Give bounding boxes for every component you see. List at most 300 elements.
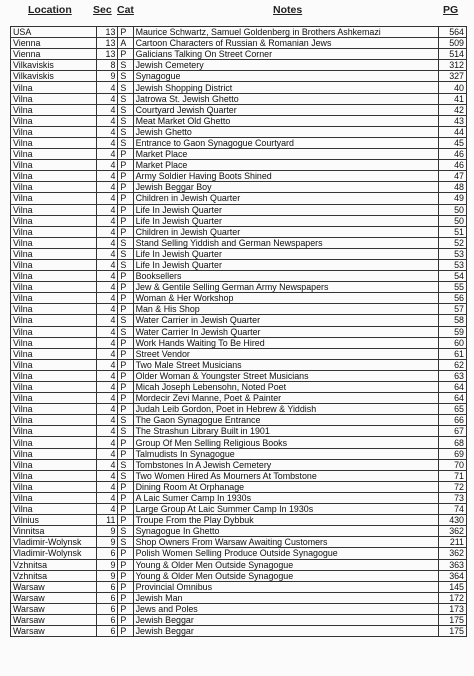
sec-cell: 6 xyxy=(97,603,118,614)
cat-cell: S xyxy=(118,326,133,337)
table-row xyxy=(11,581,467,592)
notes-cell: Water Carrier In Jewish Quarter xyxy=(133,326,438,337)
pg-cell: 53 xyxy=(438,248,466,259)
location-cell: Vilna xyxy=(11,492,97,503)
table-row xyxy=(11,282,467,293)
table-row xyxy=(11,526,467,537)
pg-cell: 52 xyxy=(438,237,466,248)
header-cat: Cat xyxy=(117,4,134,16)
location-cell: Vilna xyxy=(11,315,97,326)
notes-cell: Older Woman & Youngster Street Musicians xyxy=(133,370,438,381)
sec-cell: 4 xyxy=(97,204,118,215)
pg-cell: 312 xyxy=(438,60,466,71)
notes-cell: Galicians Talking On Street Corner xyxy=(133,49,438,60)
table-row xyxy=(11,93,467,104)
sec-cell: 4 xyxy=(97,104,118,115)
location-cell: Vinnitsa xyxy=(11,526,97,537)
location-cell: Vzhnitsa xyxy=(11,559,97,570)
cat-cell: S xyxy=(118,459,133,470)
cat-cell: P xyxy=(118,481,133,492)
notes-cell: Man & His Shop xyxy=(133,304,438,315)
location-cell: Vladimir-Wolynsk xyxy=(11,537,97,548)
pg-cell: 41 xyxy=(438,93,466,104)
sec-cell: 4 xyxy=(97,160,118,171)
pg-cell: 363 xyxy=(438,559,466,570)
location-cell: Vilna xyxy=(11,415,97,426)
pg-cell: 514 xyxy=(438,49,466,60)
location-cell: Vilna xyxy=(11,126,97,137)
location-cell: Vilna xyxy=(11,337,97,348)
notes-cell: Cartoon Characters of Russian & Romanian Jews xyxy=(133,38,438,49)
location-cell: Vilna xyxy=(11,282,97,293)
notes-cell: Large Group At Laic Summer Camp In 1930s xyxy=(133,504,438,515)
pg-cell: 59 xyxy=(438,326,466,337)
location-cell: Warsaw xyxy=(11,581,97,592)
table-row xyxy=(11,182,467,193)
location-cell: Vilna xyxy=(11,359,97,370)
sec-cell: 13 xyxy=(97,49,118,60)
cat-cell: S xyxy=(118,93,133,104)
cat-cell: P xyxy=(118,592,133,603)
sec-cell: 4 xyxy=(97,404,118,415)
pg-cell: 362 xyxy=(438,548,466,559)
cat-cell: P xyxy=(118,215,133,226)
table-row xyxy=(11,237,467,248)
location-cell: Vilna xyxy=(11,193,97,204)
table-row xyxy=(11,570,467,581)
location-cell: Warsaw xyxy=(11,603,97,614)
header-notes: Notes xyxy=(273,4,303,16)
table-row xyxy=(11,60,467,71)
sec-cell: 9 xyxy=(97,559,118,570)
cat-cell: P xyxy=(118,603,133,614)
sec-cell: 4 xyxy=(97,359,118,370)
cat-cell: S xyxy=(118,315,133,326)
notes-cell: Woman & Her Workshop xyxy=(133,293,438,304)
location-cell: Vilna xyxy=(11,437,97,448)
sec-cell: 4 xyxy=(97,226,118,237)
table-row xyxy=(11,537,467,548)
cat-cell: P xyxy=(118,160,133,171)
pg-cell: 211 xyxy=(438,537,466,548)
location-cell: Vilna xyxy=(11,404,97,415)
location-cell: Vilna xyxy=(11,149,97,160)
table-row xyxy=(11,515,467,526)
notes-cell: Children in Jewish Quarter xyxy=(133,193,438,204)
pg-cell: 364 xyxy=(438,570,466,581)
pg-cell: 60 xyxy=(438,337,466,348)
notes-cell: Life In Jewish Quarter xyxy=(133,248,438,259)
notes-cell: Maurice Schwartz, Samuel Goldenberg in Brothers Ashkemazi xyxy=(133,27,438,38)
cat-cell: S xyxy=(118,115,133,126)
sec-cell: 4 xyxy=(97,504,118,515)
table-row xyxy=(11,370,467,381)
sec-cell: 4 xyxy=(97,171,118,182)
cat-cell: P xyxy=(118,171,133,182)
pg-cell: 44 xyxy=(438,126,466,137)
location-cell: Vilna xyxy=(11,293,97,304)
pg-cell: 51 xyxy=(438,226,466,237)
sec-cell: 4 xyxy=(97,93,118,104)
notes-cell: Polish Women Selling Produce Outside Synagogue xyxy=(133,548,438,559)
pg-cell: 66 xyxy=(438,415,466,426)
table-row xyxy=(11,293,467,304)
cat-cell: P xyxy=(118,348,133,359)
location-cell: Vilna xyxy=(11,160,97,171)
cat-cell: P xyxy=(118,570,133,581)
table-row xyxy=(11,215,467,226)
cat-cell: A xyxy=(118,38,133,49)
sec-cell: 4 xyxy=(97,193,118,204)
cat-cell: P xyxy=(118,182,133,193)
table-row xyxy=(11,504,467,515)
pg-cell: 509 xyxy=(438,38,466,49)
sec-cell: 9 xyxy=(97,526,118,537)
notes-cell: Young & Older Men Outside Synagogue xyxy=(133,570,438,581)
pg-cell: 54 xyxy=(438,271,466,282)
location-cell: Vienna xyxy=(11,38,97,49)
pg-cell: 71 xyxy=(438,470,466,481)
table-row xyxy=(11,326,467,337)
notes-cell: Stand Selling Yiddish and German Newspapers xyxy=(133,237,438,248)
sec-cell: 4 xyxy=(97,182,118,193)
cat-cell: S xyxy=(118,259,133,270)
table-row xyxy=(11,603,467,614)
pg-cell: 175 xyxy=(438,626,466,637)
cat-cell: P xyxy=(118,271,133,282)
table-row xyxy=(11,481,467,492)
notes-cell: Jewish Ghetto xyxy=(133,126,438,137)
header-pg: PG xyxy=(443,4,459,16)
cat-cell: P xyxy=(118,204,133,215)
pg-cell: 47 xyxy=(438,171,466,182)
location-cell: Vzhnitsa xyxy=(11,570,97,581)
location-cell: Vilna xyxy=(11,215,97,226)
table-row xyxy=(11,248,467,259)
location-cell: Vilna xyxy=(11,104,97,115)
table-row xyxy=(11,404,467,415)
pg-cell: 145 xyxy=(438,581,466,592)
pg-cell: 65 xyxy=(438,404,466,415)
cat-cell: S xyxy=(118,71,133,82)
cat-cell: P xyxy=(118,393,133,404)
pg-cell: 68 xyxy=(438,437,466,448)
notes-cell: Work Hands Waiting To Be Hired xyxy=(133,337,438,348)
pg-cell: 69 xyxy=(438,448,466,459)
pg-cell: 63 xyxy=(438,370,466,381)
location-cell: Vilkaviskis xyxy=(11,71,97,82)
location-cell: Vilna xyxy=(11,237,97,248)
sec-cell: 4 xyxy=(97,459,118,470)
cat-cell: S xyxy=(118,137,133,148)
table-row xyxy=(11,315,467,326)
sec-cell: 4 xyxy=(97,437,118,448)
table-row xyxy=(11,126,467,137)
cat-cell: P xyxy=(118,27,133,38)
location-cell: Vilna xyxy=(11,271,97,282)
cat-cell: S xyxy=(118,82,133,93)
notes-cell: Synagogue xyxy=(133,71,438,82)
pg-cell: 57 xyxy=(438,304,466,315)
location-cell: Vilna xyxy=(11,182,97,193)
notes-cell: Tombstones In A Jewish Cemetery xyxy=(133,459,438,470)
table-row xyxy=(11,171,467,182)
index-table xyxy=(10,26,467,637)
location-cell: Vilna xyxy=(11,248,97,259)
location-cell: Vilna xyxy=(11,226,97,237)
pg-cell: 42 xyxy=(438,104,466,115)
cat-cell: P xyxy=(118,404,133,415)
notes-cell: Market Place xyxy=(133,149,438,160)
notes-cell: Jews and Poles xyxy=(133,603,438,614)
notes-cell: Courtyard Jewish Quarter xyxy=(133,104,438,115)
sec-cell: 11 xyxy=(97,515,118,526)
cat-cell: S xyxy=(118,248,133,259)
sec-cell: 4 xyxy=(97,248,118,259)
notes-cell: Jewish Beggar xyxy=(133,614,438,625)
notes-cell: Micah Joseph Lebensohn, Noted Poet xyxy=(133,382,438,393)
table-row xyxy=(11,104,467,115)
location-cell: Vilna xyxy=(11,504,97,515)
header-location: Location xyxy=(28,4,72,16)
location-cell: Vilna xyxy=(11,82,97,93)
location-cell: Vilkaviskis xyxy=(11,60,97,71)
notes-cell: Provincial Omnibus xyxy=(133,581,438,592)
pg-cell: 48 xyxy=(438,182,466,193)
pg-cell: 58 xyxy=(438,315,466,326)
location-cell: Vilna xyxy=(11,348,97,359)
pg-cell: 53 xyxy=(438,259,466,270)
notes-cell: A Laic Sumer Camp In 1930s xyxy=(133,492,438,503)
table-row xyxy=(11,337,467,348)
sec-cell: 13 xyxy=(97,27,118,38)
pg-cell: 50 xyxy=(438,215,466,226)
notes-cell: Jatrowa St. Jewish Ghetto xyxy=(133,93,438,104)
sec-cell: 4 xyxy=(97,382,118,393)
notes-cell: Talmudists In Synagogue xyxy=(133,448,438,459)
cat-cell: S xyxy=(118,237,133,248)
sec-cell: 13 xyxy=(97,38,118,49)
pg-cell: 430 xyxy=(438,515,466,526)
pg-cell: 55 xyxy=(438,282,466,293)
pg-cell: 362 xyxy=(438,526,466,537)
pg-cell: 50 xyxy=(438,204,466,215)
cat-cell: P xyxy=(118,492,133,503)
pg-cell: 64 xyxy=(438,393,466,404)
table-row xyxy=(11,459,467,470)
notes-cell: Two Women Hired As Mourners At Tombstone xyxy=(133,470,438,481)
cat-cell: P xyxy=(118,293,133,304)
cat-cell: P xyxy=(118,437,133,448)
location-cell: Vilna xyxy=(11,448,97,459)
notes-cell: Street Vendor xyxy=(133,348,438,359)
cat-cell: S xyxy=(118,426,133,437)
sec-cell: 6 xyxy=(97,592,118,603)
cat-cell: P xyxy=(118,193,133,204)
sec-cell: 4 xyxy=(97,126,118,137)
location-cell: Vilna xyxy=(11,370,97,381)
table-row xyxy=(11,226,467,237)
sec-cell: 4 xyxy=(97,315,118,326)
table-row xyxy=(11,626,467,637)
notes-cell: Shop Owners From Warsaw Awaiting Customers xyxy=(133,537,438,548)
notes-cell: Troupe From the Play Dybbuk xyxy=(133,515,438,526)
sec-cell: 4 xyxy=(97,470,118,481)
cat-cell: P xyxy=(118,581,133,592)
sec-cell: 6 xyxy=(97,581,118,592)
table-row xyxy=(11,470,467,481)
sec-cell: 4 xyxy=(97,370,118,381)
cat-cell: P xyxy=(118,337,133,348)
cat-cell: P xyxy=(118,370,133,381)
notes-cell: Booksellers xyxy=(133,271,438,282)
cat-cell: P xyxy=(118,304,133,315)
sec-cell: 4 xyxy=(97,237,118,248)
cat-cell: P xyxy=(118,448,133,459)
cat-cell: P xyxy=(118,226,133,237)
pg-cell: 73 xyxy=(438,492,466,503)
pg-cell: 46 xyxy=(438,149,466,160)
pg-cell: 327 xyxy=(438,71,466,82)
location-cell: Vienna xyxy=(11,49,97,60)
table-row xyxy=(11,415,467,426)
pg-cell: 62 xyxy=(438,359,466,370)
pg-cell: 46 xyxy=(438,160,466,171)
sec-cell: 4 xyxy=(97,215,118,226)
pg-cell: 172 xyxy=(438,592,466,603)
sec-cell: 6 xyxy=(97,626,118,637)
location-cell: Vilna xyxy=(11,137,97,148)
location-cell: Vilna xyxy=(11,93,97,104)
table-row xyxy=(11,304,467,315)
notes-cell: Jewish Cemetery xyxy=(133,60,438,71)
sec-cell: 6 xyxy=(97,614,118,625)
table-row xyxy=(11,559,467,570)
notes-cell: Entrance to Gaon Synagogue Courtyard xyxy=(133,137,438,148)
sec-cell: 4 xyxy=(97,393,118,404)
sec-cell: 8 xyxy=(97,60,118,71)
cat-cell: S xyxy=(118,126,133,137)
table-row xyxy=(11,548,467,559)
sec-cell: 9 xyxy=(97,537,118,548)
location-cell: Vilna xyxy=(11,459,97,470)
pg-cell: 74 xyxy=(438,504,466,515)
notes-cell: Mordecir Zevi Manne, Poet & Painter xyxy=(133,393,438,404)
sec-cell: 9 xyxy=(97,71,118,82)
pg-cell: 43 xyxy=(438,115,466,126)
notes-cell: Market Place xyxy=(133,160,438,171)
sec-cell: 4 xyxy=(97,481,118,492)
table-row xyxy=(11,71,467,82)
column-headers xyxy=(0,4,474,20)
cat-cell: S xyxy=(118,60,133,71)
table-row xyxy=(11,348,467,359)
notes-cell: Life In Jewish Quarter xyxy=(133,204,438,215)
cat-cell: P xyxy=(118,282,133,293)
cat-cell: P xyxy=(118,559,133,570)
sec-cell: 4 xyxy=(97,426,118,437)
location-cell: Vladimir-Wolynsk xyxy=(11,548,97,559)
location-cell: Warsaw xyxy=(11,626,97,637)
location-cell: Warsaw xyxy=(11,614,97,625)
pg-cell: 56 xyxy=(438,293,466,304)
sec-cell: 9 xyxy=(97,570,118,581)
table-row xyxy=(11,137,467,148)
cat-cell: P xyxy=(118,504,133,515)
notes-cell: Life In Jewish Quarter xyxy=(133,259,438,270)
sec-cell: 4 xyxy=(97,448,118,459)
cat-cell: P xyxy=(118,382,133,393)
table-row xyxy=(11,492,467,503)
notes-cell: Young & Older Men Outside Synagogue xyxy=(133,559,438,570)
location-cell: Vilna xyxy=(11,115,97,126)
location-cell: Vilna xyxy=(11,204,97,215)
table-row xyxy=(11,259,467,270)
sec-cell: 4 xyxy=(97,115,118,126)
table-row xyxy=(11,115,467,126)
notes-cell: The Gaon Synagogue Entrance xyxy=(133,415,438,426)
location-cell: Vilna xyxy=(11,171,97,182)
cat-cell: S xyxy=(118,526,133,537)
sec-cell: 4 xyxy=(97,326,118,337)
pg-cell: 64 xyxy=(438,382,466,393)
table-row xyxy=(11,160,467,171)
notes-cell: Dining Room At Orphanage xyxy=(133,481,438,492)
notes-cell: Water Carrier in Jewish Quarter xyxy=(133,315,438,326)
sec-cell: 6 xyxy=(97,548,118,559)
sec-cell: 4 xyxy=(97,271,118,282)
table-row xyxy=(11,592,467,603)
pg-cell: 70 xyxy=(438,459,466,470)
pg-cell: 564 xyxy=(438,27,466,38)
sec-cell: 4 xyxy=(97,137,118,148)
notes-cell: The Strashun Library Built in 1901 xyxy=(133,426,438,437)
notes-cell: Meat Market Old Ghetto xyxy=(133,115,438,126)
notes-cell: Life In Jewish Quarter xyxy=(133,215,438,226)
cat-cell: P xyxy=(118,626,133,637)
pg-cell: 45 xyxy=(438,137,466,148)
pg-cell: 61 xyxy=(438,348,466,359)
table-row xyxy=(11,82,467,93)
sec-cell: 4 xyxy=(97,293,118,304)
notes-cell: Jewish Beggar xyxy=(133,626,438,637)
cat-cell: P xyxy=(118,614,133,625)
cat-cell: P xyxy=(118,548,133,559)
location-cell: Warsaw xyxy=(11,592,97,603)
cat-cell: S xyxy=(118,470,133,481)
notes-cell: Army Soldier Having Boots Shined xyxy=(133,171,438,182)
location-cell: Vilnius xyxy=(11,515,97,526)
notes-cell: Jewish Beggar Boy xyxy=(133,182,438,193)
cat-cell: P xyxy=(118,359,133,370)
location-cell: Vilna xyxy=(11,259,97,270)
location-cell: Vilna xyxy=(11,382,97,393)
notes-cell: Group Of Men Selling Religious Books xyxy=(133,437,438,448)
sec-cell: 4 xyxy=(97,282,118,293)
sec-cell: 4 xyxy=(97,82,118,93)
table-row xyxy=(11,193,467,204)
table-row xyxy=(11,359,467,370)
cat-cell: P xyxy=(118,149,133,160)
table-row xyxy=(11,27,467,38)
index-table-body xyxy=(11,27,467,637)
table-row xyxy=(11,448,467,459)
location-cell: USA xyxy=(11,27,97,38)
cat-cell: S xyxy=(118,537,133,548)
table-row xyxy=(11,426,467,437)
notes-cell: Children in Jewish Quarter xyxy=(133,226,438,237)
table-row xyxy=(11,38,467,49)
